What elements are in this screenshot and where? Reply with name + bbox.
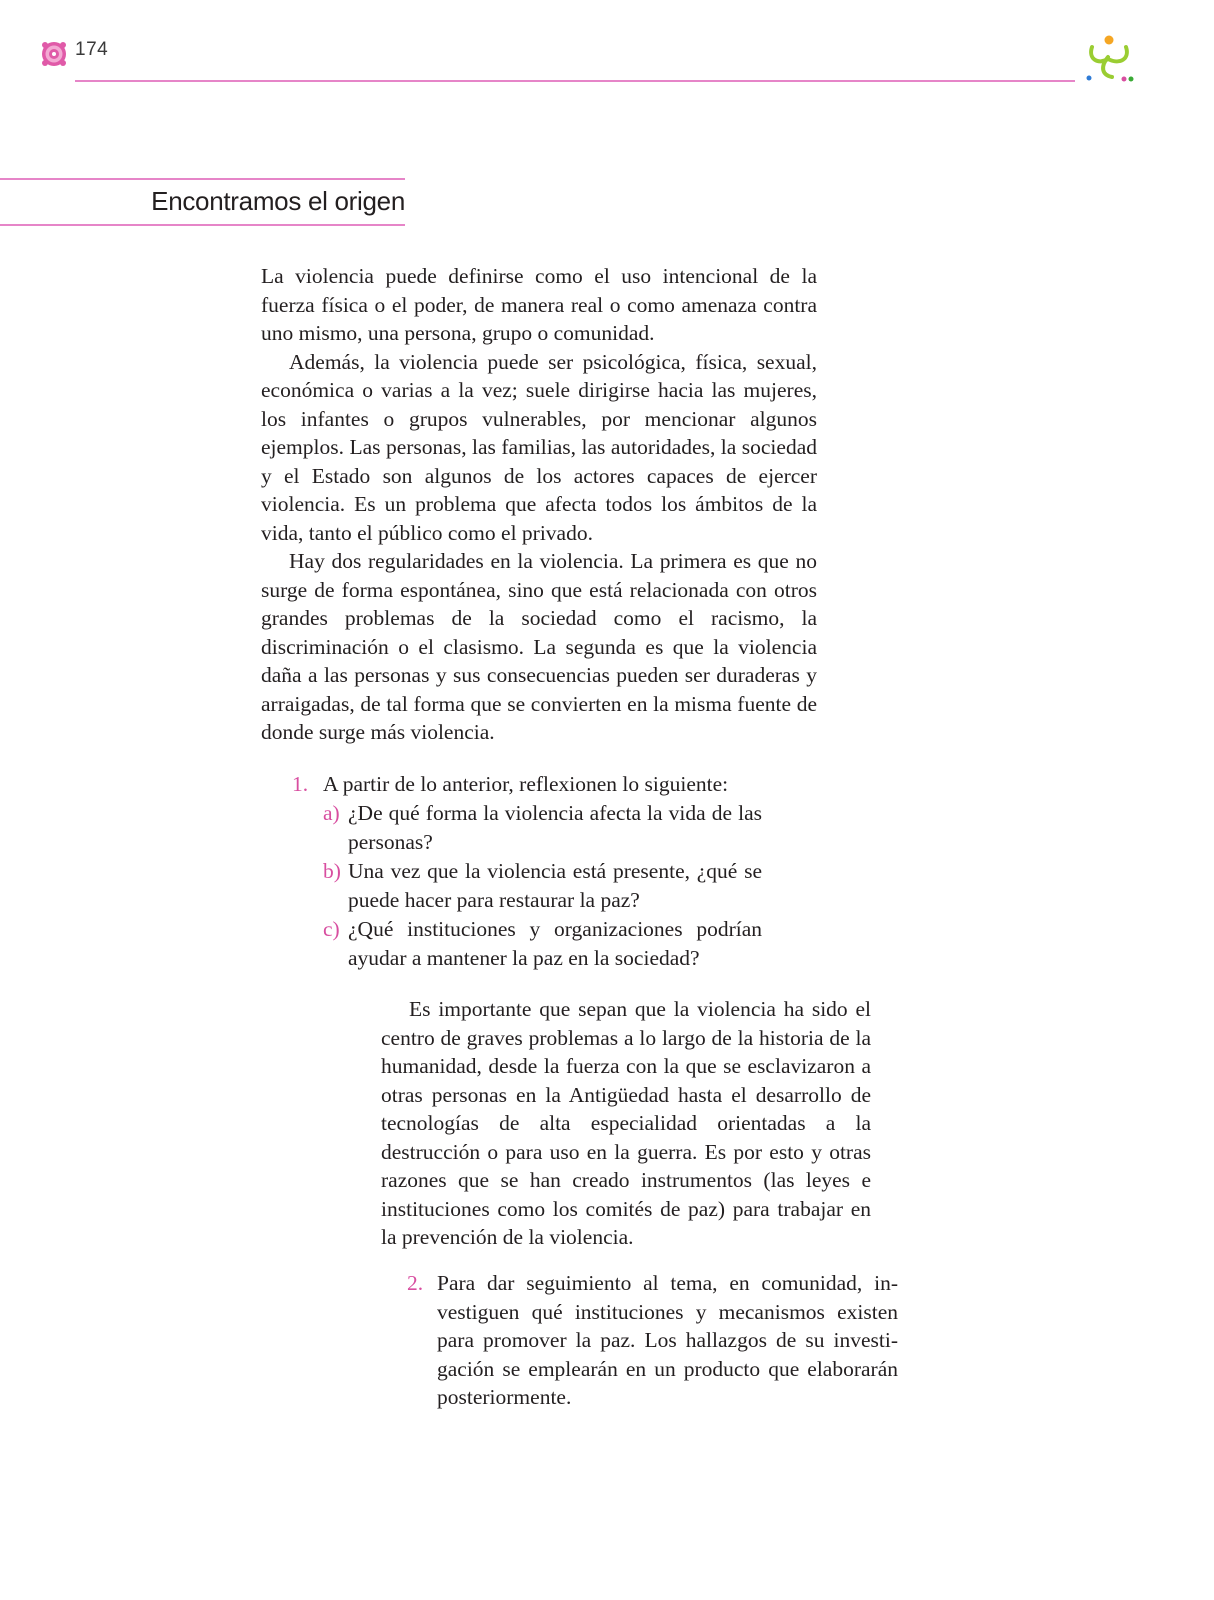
activity-one-prompt [292, 770, 762, 799]
question-letter: a) [323, 801, 340, 825]
question-text: ¿De qué forma la violencia afecta la vida de las personas? [348, 801, 762, 854]
body-paragraph: Además, la violencia puede ser psicológica, física, sexual, económica o varias a la vez; suele dirigirse hacia las mujeres, los infantes o grupos vulnerables, por mencionar algunos ejemplos. Las personas, las familias, las autoridades, la sociedad y el Estado son algunos de los actores capaces de ejercer violencia. Es un problema que afecta todos los ámbitos de la vida, tanto el público como el privado. [261, 349, 817, 545]
question-item [292, 857, 762, 915]
question-letter: c) [323, 917, 340, 941]
question-letter: b) [323, 859, 341, 883]
question-text: Una vez que la violencia está presente, ¿qué se puede hacer para restaurar la paz? [348, 859, 762, 912]
activity-two [407, 1269, 898, 1412]
header-divider [75, 80, 1075, 82]
body-text [261, 262, 817, 747]
activity-two-text: Para dar seguimiento al tema, en comunidad, investiguen qué instituciones y mecanismos existen para promover la paz. Los hallazgos de su investigación se emplearán en un producto que elaborarán posteriormente. [437, 1271, 898, 1409]
question-item [292, 799, 762, 857]
section-rule-bottom [0, 224, 405, 226]
colorful-figure-logo-icon [1080, 33, 1136, 85]
activity-one [292, 770, 762, 973]
info-paragraph: Es importante que sepan que la violencia ha sido el centro de graves problemas a lo largo de la historia de la humanidad, desde la fuerza con la que se esclavizaron a otras personas en la Antigüedad hasta el desarrollo de tecnologías de alta especialidad orientadas a la destrucción o para uso en la guerra. Es por esto y otras razones que se han creado instrumentos (las leyes e instituciones como los comités de paz) para trabajar en la prevención de la violencia. [381, 997, 871, 1249]
body-paragraph: La violencia puede definirse como el uso intencional de la fuerza física o el poder, de manera real o como amenaza contra uno mismo, una persona, grupo o comunidad. [261, 264, 817, 345]
section-title: Encontramos el origen [151, 186, 405, 216]
activity-two-item [407, 1269, 898, 1412]
section-rule-top [0, 178, 405, 180]
question-item [292, 915, 762, 973]
activity-number: 2. [407, 1271, 424, 1295]
page-number: 174 [75, 39, 109, 60]
question-text: ¿Qué instituciones y organizaciones podrían ayudar a mantener la paz en la sociedad? [348, 917, 762, 970]
pink-flower-ornament-icon [40, 40, 68, 68]
activity-number: 1. [292, 772, 309, 796]
activity-prompt-text: A partir de lo anterior, reflexionen lo siguiente: [323, 772, 729, 796]
body-paragraph: Hay dos regularidades en la violencia. La primera es que no surge de forma espontánea, sino que está relacionada con otros grandes problemas de la sociedad como el racismo, la discriminación o el clasismo. La segunda es que la violencia daña a las personas y sus consecuencias pueden ser duraderas y arraigadas, de tal forma que se convierten en la misma fuente de donde surge más violencia. [261, 549, 817, 744]
